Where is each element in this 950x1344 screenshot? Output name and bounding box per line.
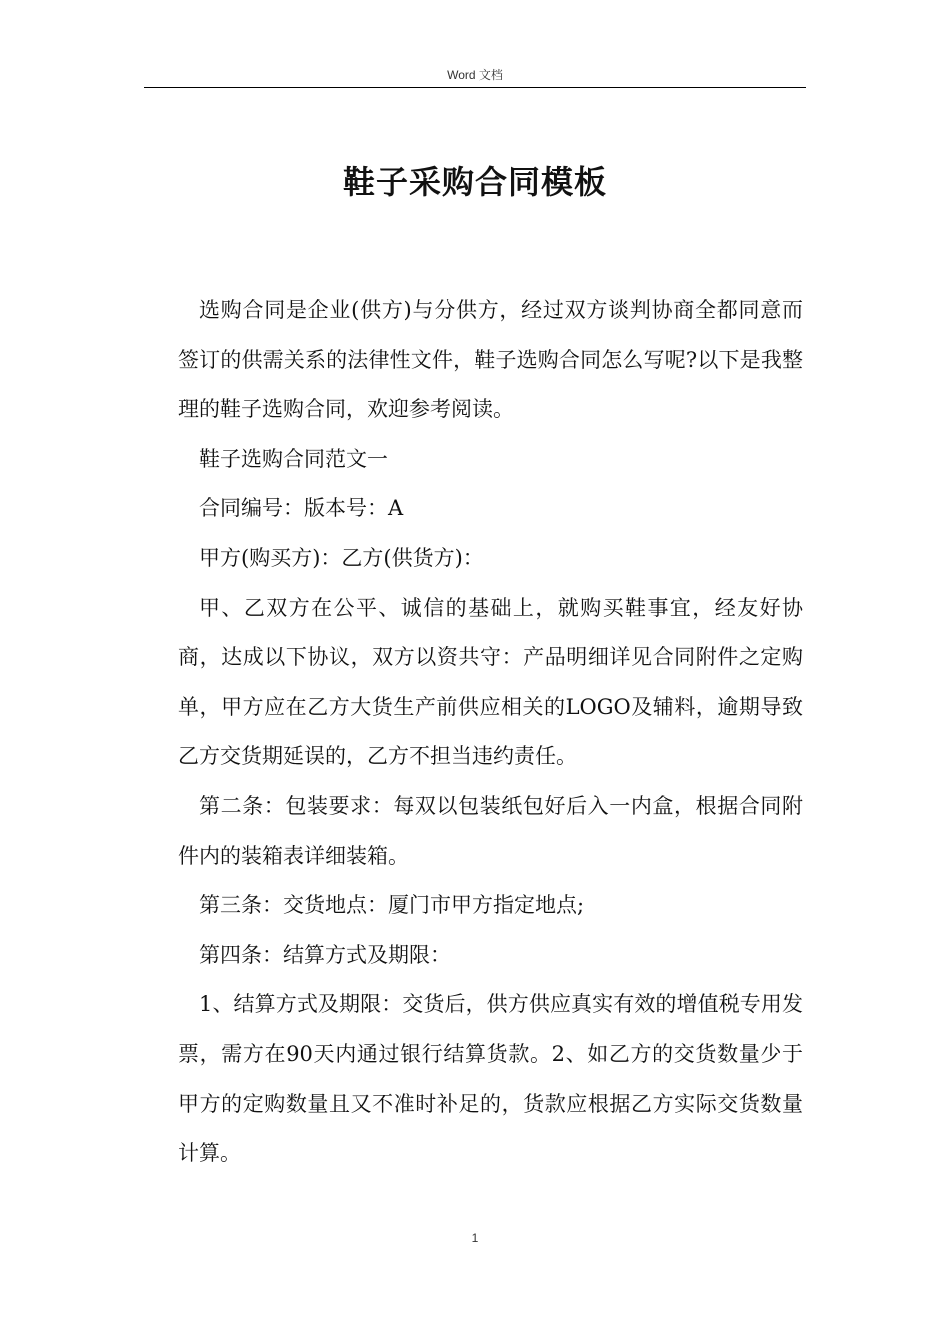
section-heading: 鞋子选购合同范文一 <box>199 446 388 471</box>
header-divider <box>144 87 806 88</box>
document-body <box>178 286 803 1179</box>
article-two-paragraph: 第二条：包装要求：每双以包装纸包好后入一内盒，根据合同附件内的装箱表详细装箱。 <box>178 793 803 868</box>
parties-line: 甲方(购买方)：乙方(供货方)： <box>199 545 484 570</box>
article-four-heading: 第四条：结算方式及期限： <box>199 942 451 967</box>
article-three-paragraph: 第三条：交货地点：厦门市甲方指定地点; <box>199 893 585 918</box>
page-number: 1 <box>471 1231 479 1245</box>
intro-paragraph: 选购合同是企业(供方)与分供方，经过双方谈判协商全都同意而签订的供需关系的法律性文件，鞋子选购合同怎么写呢?以下是我整理的鞋子选购合同，欢迎参考阅读。 <box>178 298 803 422</box>
page-header: Word 文档 <box>447 68 503 82</box>
article-one-paragraph: 甲、乙双方在公平、诚信的基础上，就购买鞋事宜，经友好协商，达成以下协议，双方以资共守：产品明细详见合同附件之定购单，甲方应在乙方大货生产前供应相关的LOGO及辅料，逾期导致乙方交货期延误的，乙方不担当违约责任。 <box>178 595 803 769</box>
contract-number-line: 合同编号：版本号：A <box>199 496 404 521</box>
document-title: 鞋子采购合同模板 <box>342 163 607 201</box>
settlement-paragraph: 1、结算方式及期限：交货后，供方供应真实有效的增值税专用发票，需方在90天内通过银行结算货款。2、如乙方的交货数量少于甲方的定购数量且又不准时补足的，货款应根据乙方实际交货数量计算。 <box>178 992 803 1166</box>
